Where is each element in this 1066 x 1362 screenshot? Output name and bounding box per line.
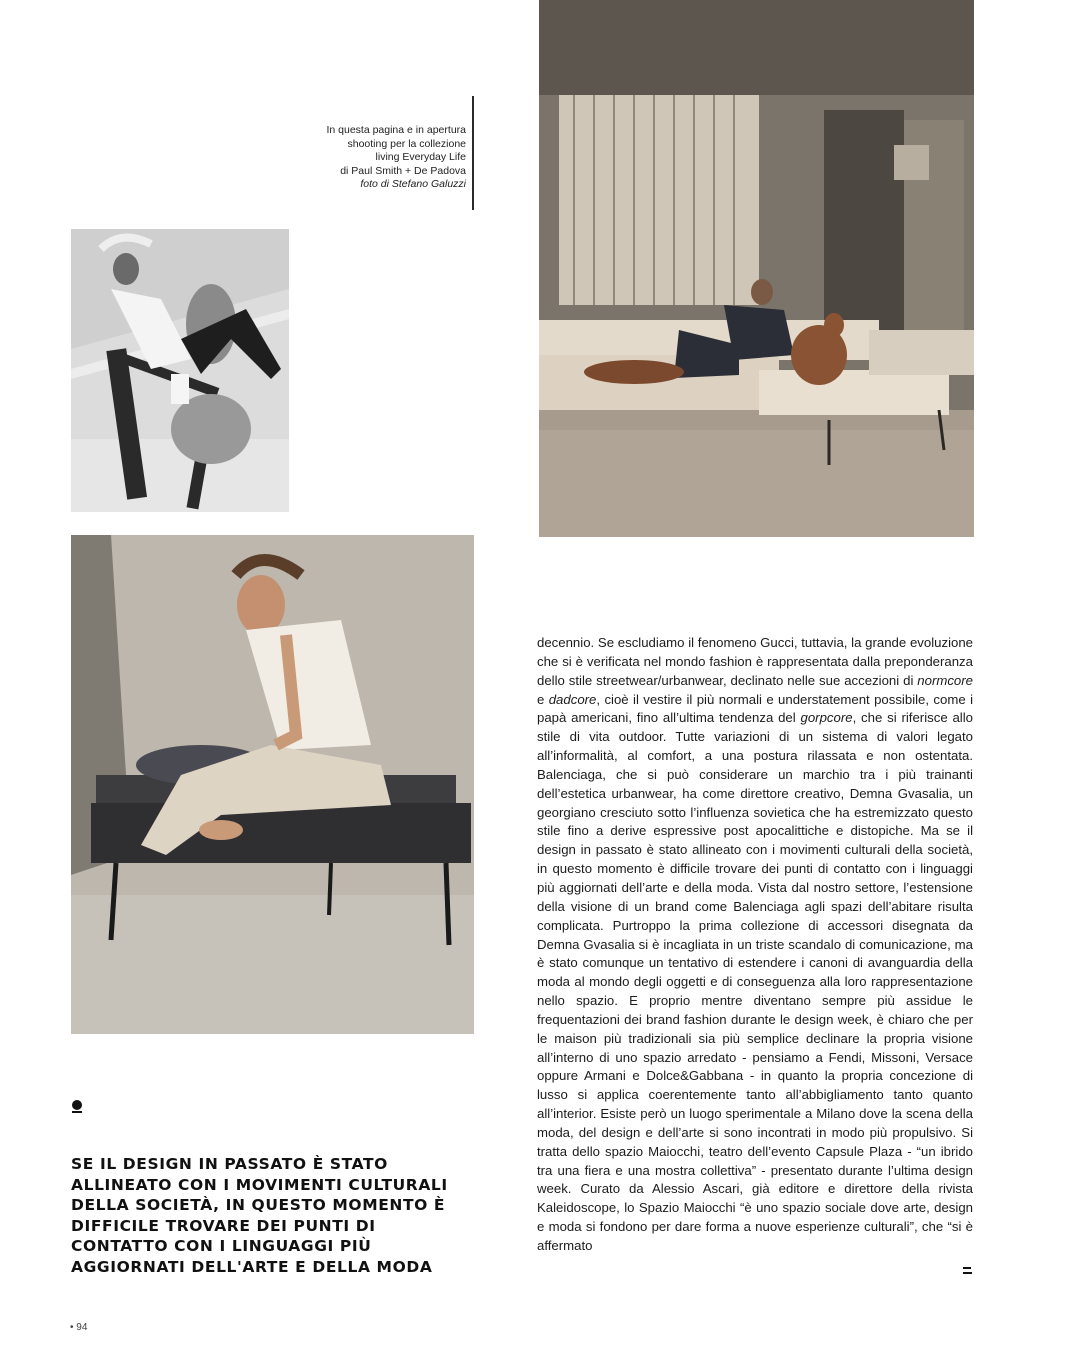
continue-arrow-icon: [963, 1267, 972, 1273]
photo-woman-armchair-bw: [71, 229, 289, 512]
caption-line: In questa pagina e in apertura: [326, 124, 466, 136]
caption-divider: [472, 96, 474, 210]
page-number: • 94: [70, 1322, 88, 1333]
pull-quote: SE IL DESIGN IN PASSATO È STATO ALLINEATO CON I MOVIMENTI CULTURALI DELLA SOCIETÀ, IN QUESTO MOMENTO È DIFFICILE TROVARE DEI PUNTI DI CONTATTO CON I LINGUAGGI PIÙ AGGIORNATI DELL'ARTE E DELLA MODA: [71, 1155, 448, 1276]
body-text-segment: , cioè il vestire il più normali e understatement possibile, come i papà americani, fino all’ultima tendenza del: [537, 691, 973, 726]
body-text-segment: decennio. Se escludiamo il fenomeno Gucci, tuttavia, la grande evoluzione che si è verificata nel mondo fashion è rappresentata dalla preponderanza dello stile streetwear/urbanwear, declinato nelle sue accezioni di: [537, 635, 973, 688]
article-body: [537, 634, 973, 1256]
caption-line: shooting per la collezione: [347, 137, 466, 150]
term-dadcore: dadcore: [548, 691, 597, 707]
body-text-segment: , che si riferisce allo stile di vita outdoor. Tutte variazioni di un sistema di valori legato all’informalità, al comfort, a una postura rilassata e non ostentata. Balenciaga, che si può considerare un marchio tra i più trainanti dell’estetica urbanwear, ha come direttore creativo, Demna Gvasalia, un georgiano cresciuto sotto l’influenza sovietica che ha estremizzato questo stile fino a derive espressive post apocalittiche e distopiche. Ma se il design in passato è stato allineato con i movimenti culturali della società, in questo momento è difficile trovare dei punti di contatto con i linguaggi più aggiornati dell’arte e della moda. Vista dal nostro settore, l’estensione della visione di un brand come Balenciaga agli spazi dell’abitare risulta complicata. Purtroppo la prima collezione di accessori disegnata da Demna Gvasalia si è incagliata in un triste scandalo di comunicazione, ma è stato comunque un tentativo di estendere i canoni di avanguardia della moda al mondo degli oggetti e di conseguenza alla loro rappresentazione nello spazio. E proprio mentre diventano sempre più assidue le frequentazioni dei brand fashion durante le design week, è chiaro che per le maison più tradizionali sia più semplice declinare la propria visione all’interno di uno spazio arredato - pensiamo a Fendi, Missoni, Versace oppure Armani e Dolce&Gabbana - in quanto la propria concezione di lusso si applica coerentemente tanto all’abbigliamento tanto quanto all’interior. Esiste però un luogo sperimentale a Milano dove la scena della moda, del design e dell’arte si sono incontrati in modo più propulsivo. Si tratta dello spazio Maiocchi, teatro dell’evento Capsule Plaza - “un ibrido tra una fiera e una mostra collettiva” - presentato durante l’ultima design week. Curato da Alessio Ascari, già editore e direttore della rivista Kaleidoscope, lo Spazio Maiocchi “è uno spazio sociale dove arte, design e moda si fondono per dare forma a nuove esperienze culturali”, che “si è affermato: [537, 710, 973, 1253]
term-normcore: normcore: [917, 672, 973, 688]
caption-line: living Everyday Life: [375, 151, 466, 164]
photo-credit: foto di Stefano Galuzzi: [360, 178, 466, 191]
photo-man-sofa-dogs: [539, 0, 974, 537]
caption-line: di Paul Smith + De Padova: [340, 164, 466, 177]
photo-woman-bench: [71, 535, 474, 1034]
body-text-segment: e: [537, 691, 549, 707]
photo-caption: [262, 124, 466, 192]
term-gorpcore: gorpcore: [800, 710, 853, 726]
pullquote-bullet-icon: [72, 1100, 82, 1110]
